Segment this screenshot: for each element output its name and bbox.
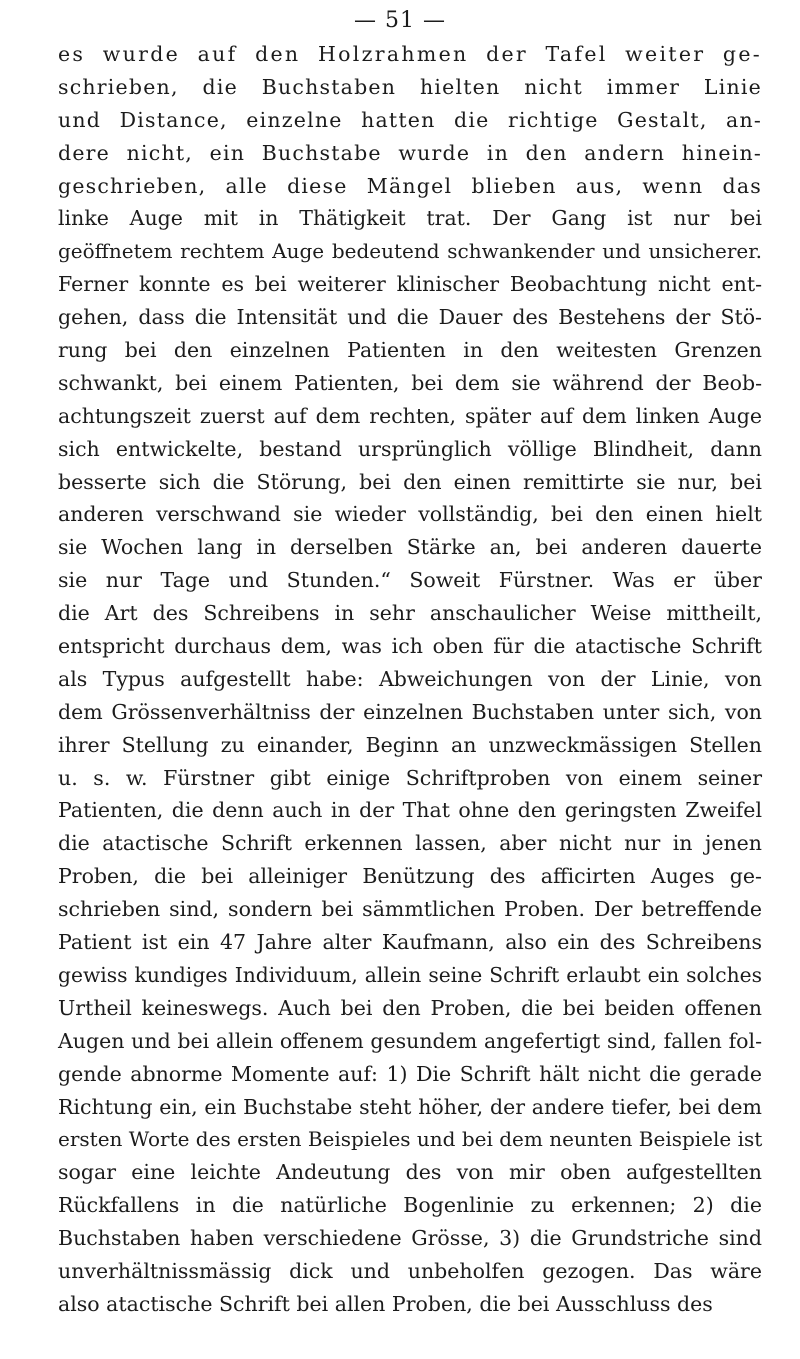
text-line: Ferner konnte es bei weiterer klinischer Beobachtung nicht ent- bbox=[58, 272, 762, 297]
body-text bbox=[58, 38, 762, 1321]
text-line: ersten Worte des ersten Beispieles und bei dem neunten Beispiele ist bbox=[58, 1127, 763, 1152]
text-line: Rückfallens in die natürliche Bogenlinie zu erkennen; 2) die bbox=[58, 1193, 762, 1218]
text-line: die Art des Schreibens in sehr anschaulicher Weise mittheilt, bbox=[58, 601, 762, 626]
text-line: sich entwickelte, bestand ursprünglich völlige Blindheit, dann bbox=[58, 436, 762, 461]
text-line: rung bei den einzelnen Patienten in den weitesten Grenzen bbox=[58, 338, 762, 363]
text-line: sogar eine leichte Andeutung des von mir oben aufgestellten bbox=[58, 1160, 762, 1185]
text-line: Augen und bei allein offenem gesundem angefertigt sind, fallen fol- bbox=[58, 1028, 762, 1053]
text-line: die atactische Schrift erkennen lassen, aber nicht nur in jenen bbox=[58, 831, 762, 856]
text-line: dere nicht, ein Buchstabe wurde in den andern hinein- bbox=[58, 140, 762, 165]
text-line: Patienten, die denn auch in der That ohne den geringsten Zweifel bbox=[58, 798, 762, 823]
text-line: als Typus aufgestellt habe: Abweichungen von der Linie, von bbox=[58, 666, 762, 691]
text-line: u. s. w. Fürstner gibt einige Schriftproben von einem seiner bbox=[58, 765, 762, 790]
text-line: entspricht durchaus dem, was ich oben für die atactische Schrift bbox=[58, 634, 762, 659]
text-line: unverhältnissmässig dick und unbeholfen gezogen. Das wäre bbox=[58, 1258, 762, 1283]
text-line: Buchstaben haben verschiedene Grösse, 3) die Grundstriche sind bbox=[58, 1226, 762, 1251]
text-line: schrieben sind, sondern bei sämmtlichen Proben. Der betreffende bbox=[58, 897, 762, 922]
text-line: gewiss kundiges Individuum, allein seine Schrift erlaubt ein solches bbox=[58, 962, 762, 987]
text-line: Richtung ein, ein Buchstabe steht höher, der andere tiefer, bei dem bbox=[58, 1094, 762, 1119]
text-line: und Distance, einzelne hatten die richtige Gestalt, an- bbox=[58, 107, 762, 132]
text-line: gehen, dass die Intensität und die Dauer des Bestehens der Stö- bbox=[58, 305, 762, 330]
text-line: gende abnorme Momente auf: 1) Die Schrift hält nicht die gerade bbox=[58, 1061, 762, 1086]
text-line: anderen verschwand sie wieder vollständig, bei den einen hielt bbox=[58, 502, 762, 527]
text-line: Patient ist ein 47 Jahre alter Kaufmann, also ein des Schreibens bbox=[58, 930, 762, 955]
page-number: — 51 — bbox=[354, 8, 446, 33]
text-line: schrieben, die Buchstaben hielten nicht immer Linie bbox=[58, 74, 762, 99]
text-line: linke Auge mit in Thätigkeit trat. Der Gang ist nur bei bbox=[58, 206, 762, 231]
text-line: es wurde auf den Holzrahmen der Tafel weiter ge- bbox=[58, 42, 762, 66]
text-line: also atactische Schrift bei allen Proben, die bei Ausschluss des bbox=[58, 1291, 713, 1316]
text-line: schwankt, bei einem Patienten, bei dem sie während der Beob- bbox=[58, 370, 762, 395]
text-line: geschrieben, alle diese Mängel blieben aus, wenn das bbox=[58, 173, 762, 198]
text-line: Proben, die bei alleiniger Benützung des afficirten Auges ge- bbox=[58, 864, 762, 889]
text-line: Urtheil keineswegs. Auch bei den Proben, die bei beiden offenen bbox=[58, 995, 762, 1020]
text-line: sie Wochen lang in derselben Stärke an, bei anderen dauerte bbox=[58, 535, 762, 560]
text-line: sie nur Tage und Stunden.“ Soweit Fürstner. Was er über bbox=[58, 568, 762, 593]
text-line: dem Grössenverhältniss der einzelnen Buchstaben unter sich, von bbox=[58, 699, 762, 724]
text-line: achtungszeit zuerst auf dem rechten, später auf dem linken Auge bbox=[58, 403, 762, 428]
text-line: ihrer Stellung zu einander, Beginn an unzweckmässigen Stellen bbox=[58, 732, 762, 757]
text-line: geöffnetem rechtem Auge bedeutend schwankender und unsicherer. bbox=[58, 239, 762, 264]
text-line: besserte sich die Störung, bei den einen remittirte sie nur, bei bbox=[58, 469, 762, 494]
